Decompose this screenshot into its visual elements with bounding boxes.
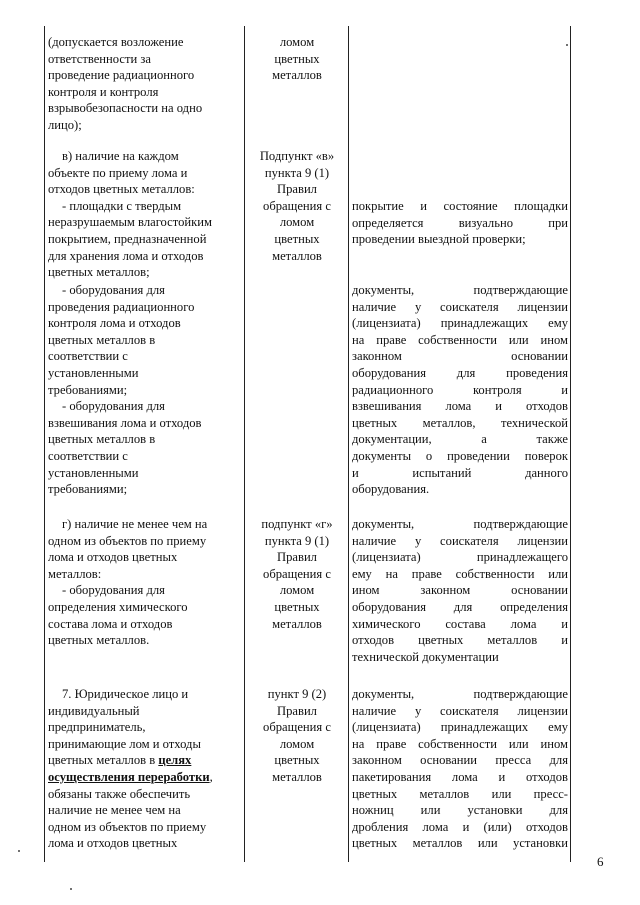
scan-speck: [18, 850, 20, 852]
table-border-left: [44, 26, 45, 862]
row0-reference: ломом цветных металлов: [272, 35, 322, 83]
row2-evidence: документы, подтверждающие наличие у соискателя лицензии (лицензиата) принадлежащих ему на праве собственности или ином законном основании оборудования для проведения радиационного контроля и взвешивания лома и отходов цветных металлов, технической документации, а также документы о проведении поверок и испытаний данного оборудования.: [352, 283, 568, 497]
row0-requirement: (допускается возложение ответственности за проведение радиационного контроля и контроля взрывобезопасности на одно лицо);: [48, 35, 203, 132]
row3-requirement: г) наличие не менее чем на одном из объектов по приему лома и отходов цветных металлов: - оборудования для определения химического состава лома и отходов цветных металлов.: [48, 517, 208, 648]
table-border-right: [570, 26, 571, 862]
emphasis-processing: осуществления переработки: [48, 769, 210, 784]
row4-emphasis-line: цветных металлов в целях: [48, 753, 192, 768]
row3-reference: подпункт «г» пункта 9 (1) Правил обращения с ломом цветных металлов: [261, 517, 333, 631]
row4-emphasis-line2: осуществления переработки,: [48, 769, 213, 784]
scan-speck: [566, 44, 568, 46]
row2-requirement: - оборудования для проведения радиационного контроля лома и отходов цветных металлов в соответствии с установленными требованиями; - оборудования для взвешивания лома и отходов цветных металлов в соответствии с установленными требованиями;: [48, 283, 202, 497]
row1-evidence: покрытие и состояние площадки определяется визуально при проведении выездной проверки;: [352, 199, 568, 247]
table-border-col1: [244, 26, 245, 862]
row1-requirement: в) наличие на каждом объекте по приему лома и отходов цветных металлов: - площадки с твердым неразрушаемым влагостойким покрытием, предназначенной для хранения лома и отходов цветных металлов;: [48, 149, 212, 280]
row1-reference: Подпункт «в» пункта 9 (1) Правил обращения с ломом цветных металлов: [259, 149, 335, 263]
row4-reference: пункт 9 (2) Правил обращения с ломом цветных металлов: [263, 687, 331, 784]
row4-requirement: 7. Юридическое лицо и индивидуальный предприниматель, принимающие лом и отходы цветных металлов в целях осуществления переработки, обязаны также обеспечить наличие не менее чем на одном из объектов по приему лома и отходов цветных: [48, 686, 241, 852]
scan-speck: [70, 888, 72, 890]
row4-evidence: документы, подтверждающие наличие у соискателя лицензии (лицензиата) принадлежащих ему на праве собственности или ином законном основании пресса для пакетирования лома и отходов цветных металлов или пресс- ножниц или установки для дробления лома и (или) отходов цветных металлов или установки: [352, 687, 568, 851]
page-number: 6: [597, 854, 604, 869]
row3-evidence: документы, подтверждающие наличие у соискателя лицензии (лицензиата) принадлежащего ему на праве собственности или ином законном основании оборудования для определения химического состава лома и отходов цветных металлов и технической документации: [352, 517, 568, 664]
emphasis-purpose: целях: [158, 753, 192, 768]
table-border-col2: [348, 26, 349, 862]
